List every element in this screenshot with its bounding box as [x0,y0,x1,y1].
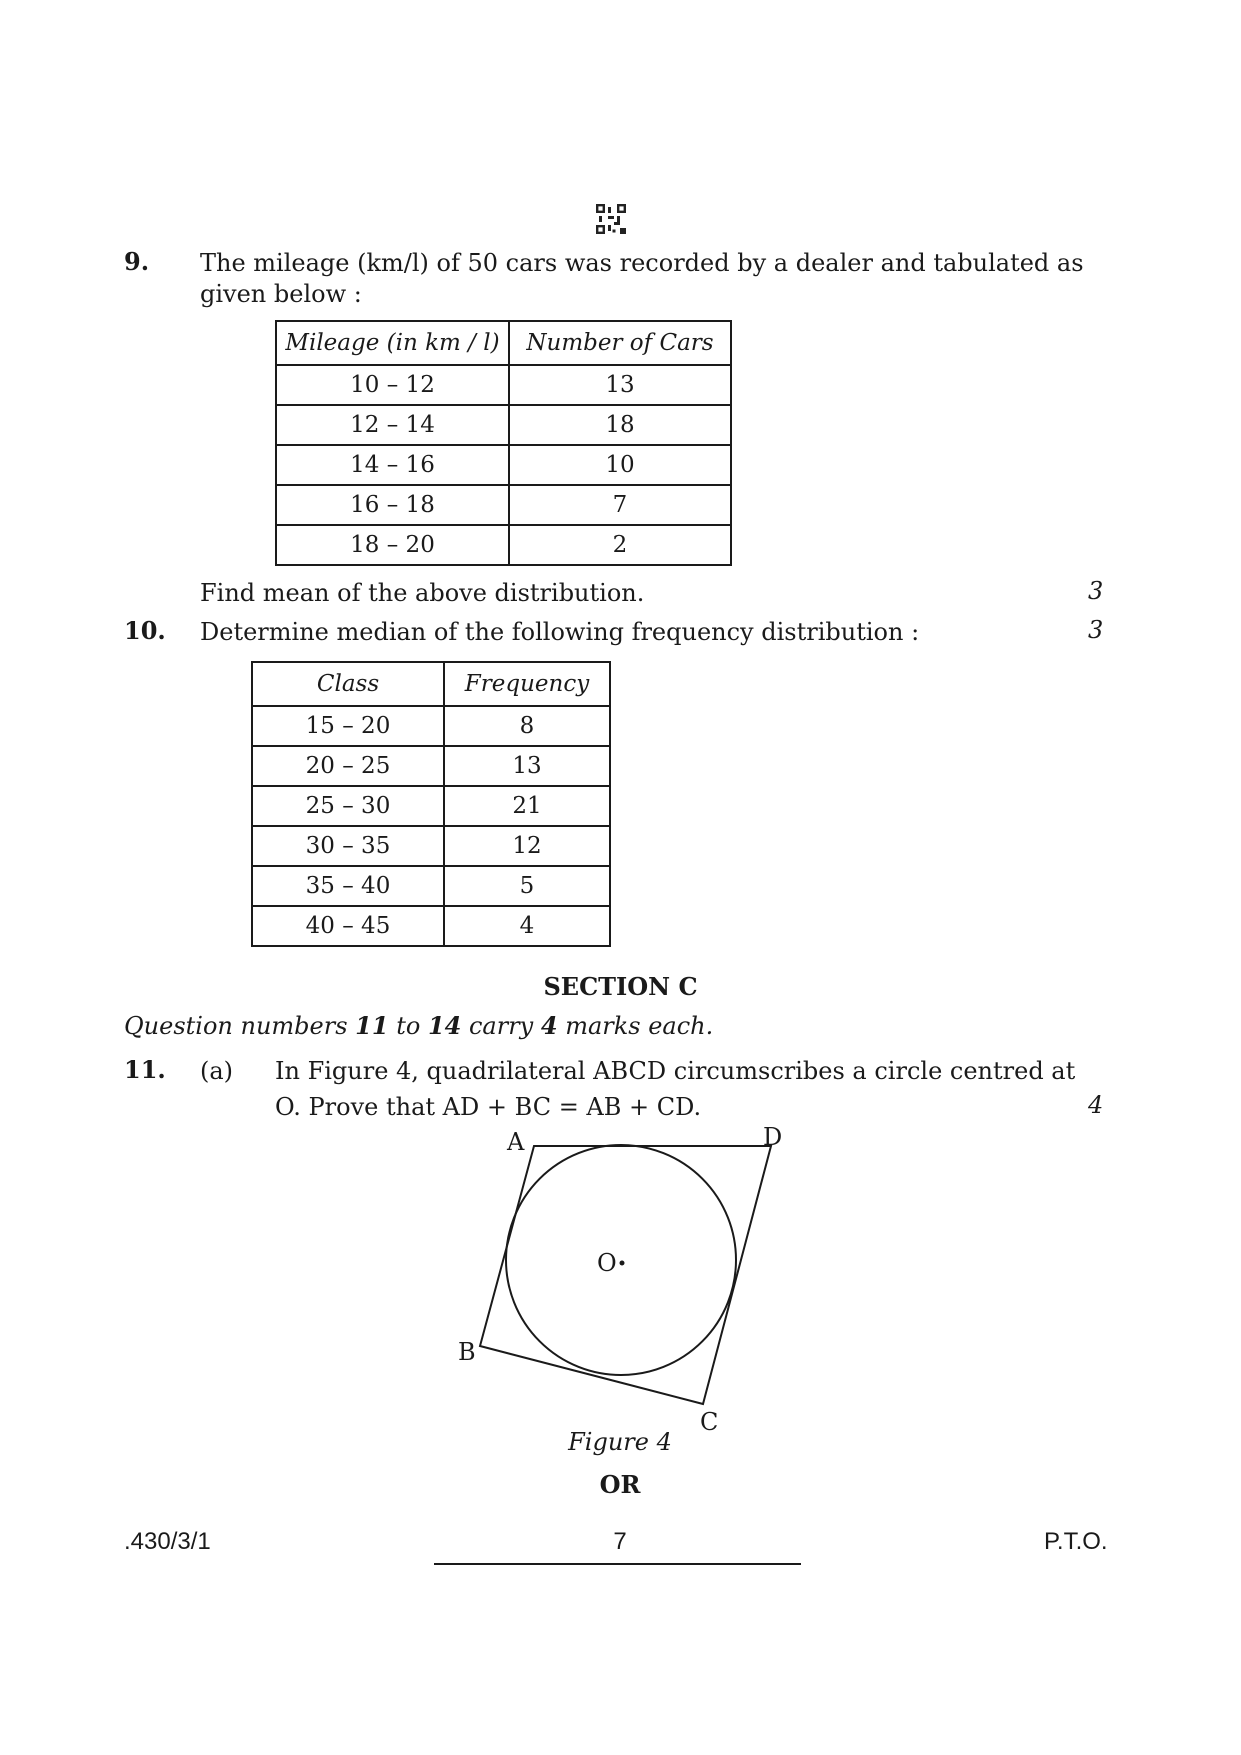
center-label-o: O [597,1249,617,1277]
pto-label: P.T.O. [1044,1528,1108,1555]
vertex-label-d: D [763,1123,783,1151]
instruction-bold: 4 [540,1011,558,1040]
cars-column-header: Number of Cars [509,321,731,365]
question-10-text: Determine median of the following frequency distribution : [200,618,920,646]
mileage-cell: 16 – 18 [276,485,509,525]
figure-caption: Figure 4 [568,1428,672,1456]
paper-code: .430/3/1 [124,1528,211,1555]
page-number: 7 [613,1528,627,1555]
question-9-text-line1: The mileage (km/l) of 50 cars was recorded by a dealer and tabulated as [200,249,1084,277]
frequency-column-header: Frequency [444,662,610,706]
quadrilateral-abcd [480,1146,771,1404]
cars-cell: 7 [509,485,731,525]
class-cell: 15 – 20 [252,706,444,746]
cars-cell: 2 [509,525,731,565]
vertex-label-a: A [507,1128,525,1156]
instruction-text: to [388,1012,428,1040]
mileage-cell: 10 – 12 [276,365,509,405]
class-cell: 40 – 45 [252,906,444,946]
question-9-number: 9. [124,247,150,276]
frequency-cell: 8 [444,706,610,746]
vertex-label-c: C [700,1408,719,1436]
footer-rule [434,1563,801,1565]
question-9-text-line2: given below : [200,280,362,308]
vertex-label-b: B [458,1338,476,1366]
class-cell: 35 – 40 [252,866,444,906]
frequency-cell: 12 [444,826,610,866]
question-9-marks: 3 [1088,577,1104,605]
instruction-text: carry [461,1012,541,1040]
instruction-bold: 14 [427,1011,462,1040]
cars-cell: 18 [509,405,731,445]
frequency-cell: 5 [444,866,610,906]
center-point [620,1261,625,1266]
cars-cell: 13 [509,365,731,405]
class-cell: 30 – 35 [252,826,444,866]
question-11-part: (a) [200,1057,234,1085]
instruction-bold: 11 [355,1011,389,1040]
cars-cell: 10 [509,445,731,485]
frequency-cell: 13 [444,746,610,786]
instruction-text: Question numbers [124,1012,356,1040]
mileage-cell: 14 – 16 [276,445,509,485]
frequency-cell: 4 [444,906,610,946]
question-11-text-line1: In Figure 4, quadrilateral ABCD circumscribes a circle centred at [275,1057,1076,1085]
mileage-cell: 12 – 14 [276,405,509,445]
question-11-number: 11. [124,1055,166,1084]
mileage-column-header: Mileage (in km / l) [276,321,509,365]
class-column-header: Class [252,662,444,706]
or-separator: OR [599,1470,641,1499]
instruction-text: marks each. [557,1012,714,1040]
class-cell: 20 – 25 [252,746,444,786]
mileage-cell: 18 – 20 [276,525,509,565]
question-11-text-line2: O. Prove that AD + BC = AB + CD. [275,1093,702,1121]
inscribed-circle [506,1145,736,1375]
section-title: SECTION C [543,972,698,1001]
question-11-marks: 4 [1088,1091,1104,1119]
class-cell: 25 – 30 [252,786,444,826]
question-10-number: 10. [124,616,166,645]
question-9-prompt: Find mean of the above distribution. [200,579,645,607]
frequency-cell: 21 [444,786,610,826]
question-10-marks: 3 [1088,616,1104,644]
